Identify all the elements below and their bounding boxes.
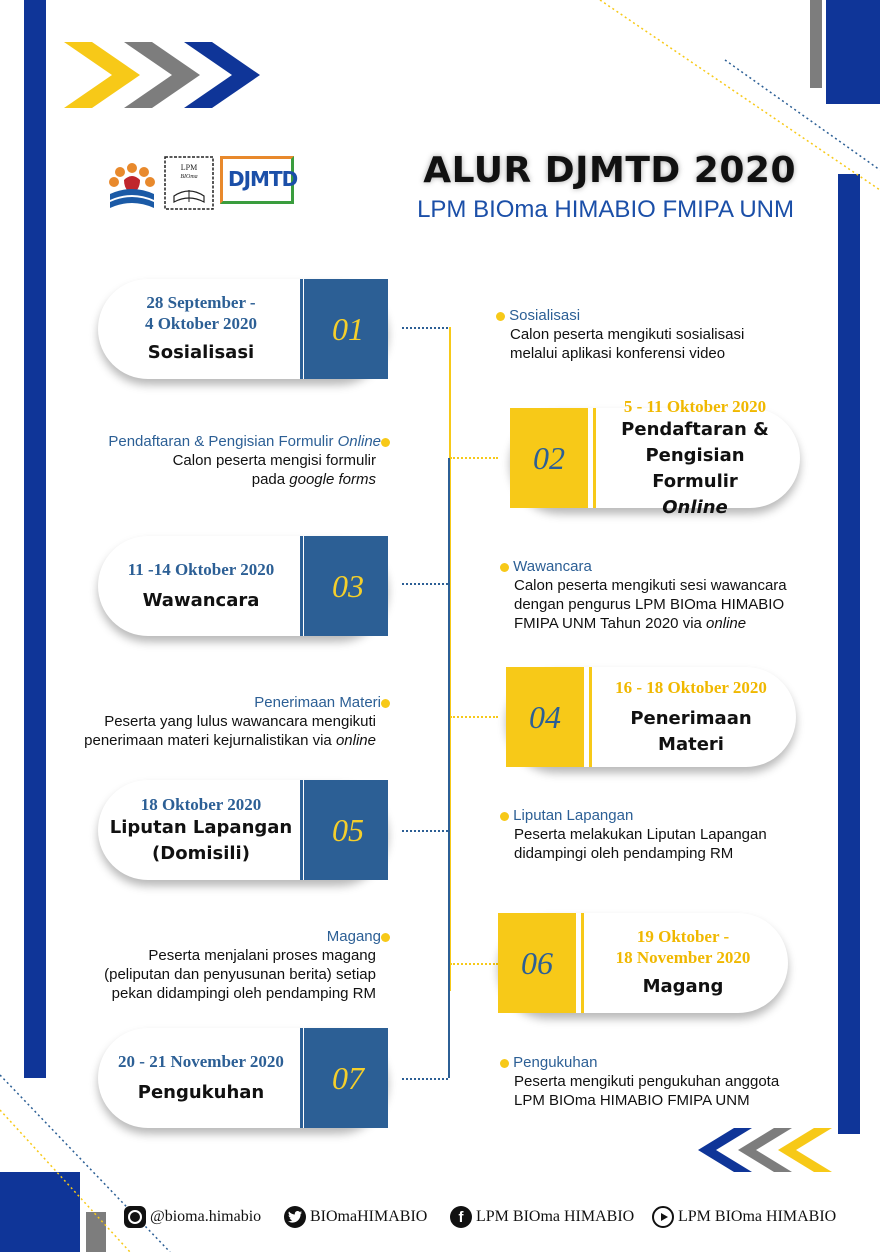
step-05-card xyxy=(98,780,388,880)
page-subtitle: LPM BIOma HIMABIO FMIPA UNM xyxy=(417,196,794,223)
footer-instagram-handle: @bioma.himabio xyxy=(150,1208,262,1225)
step-05-text xyxy=(106,780,296,880)
step-06-desc-head: Magang xyxy=(326,928,381,945)
step-03-desc-head: Wawancara xyxy=(513,558,592,575)
step-02-desc-line1: Calon peserta mengisi formulir xyxy=(172,452,376,469)
djmtd-logo xyxy=(220,156,300,208)
step-06-desc-line3: pekan didampingi oleh pendamping RM xyxy=(111,985,376,1002)
step-07-number: 07 xyxy=(304,1028,388,1128)
chevron-arrows-top xyxy=(64,42,264,108)
step-06-date-line1: 19 Oktober - xyxy=(636,927,730,946)
instagram-icon xyxy=(124,1206,146,1228)
step-02-card xyxy=(510,396,800,518)
step-04-desc-line2-text: penerimaan materi kejurnalistikan via xyxy=(84,732,336,749)
connector-02 xyxy=(450,457,498,459)
step-02-desc-head-text: Pendaftaran & Pengisian Formulir xyxy=(108,433,338,450)
page-title: ALUR DJMTD 2020 xyxy=(423,150,796,191)
bullet-dot-icon xyxy=(500,812,509,821)
step-02-name-line3: Online xyxy=(662,496,728,518)
footer-instagram[interactable] xyxy=(124,1206,261,1228)
step-03-desc-line2: dengan pengurus LPM BIOma HIMABIO xyxy=(514,596,785,613)
step-05-desc-line1: Peserta melakukan Liputan Lapangan xyxy=(514,826,767,843)
step-05-number: 05 xyxy=(304,780,388,880)
step-03-desc-line3-italic: online xyxy=(706,615,747,632)
step-07-name: Pengukuhan xyxy=(137,1081,265,1103)
step-01-number: 01 xyxy=(304,279,388,379)
svg-text:LPM: LPM xyxy=(180,163,198,172)
bullet-dot-icon xyxy=(496,312,505,321)
step-01-text xyxy=(106,279,296,379)
step-02-desc-line2-text: pada xyxy=(251,471,290,488)
step-03-desc-line3 xyxy=(500,614,787,633)
step-07-description xyxy=(500,1053,779,1110)
step-06-desc-line2: (peliputan dan penyusunan berita) setiap xyxy=(104,966,376,983)
step-04-desc-line2-italic: online xyxy=(335,732,376,749)
step-07-card xyxy=(98,1028,388,1128)
step-02-name-line2: Pengisian Formulir xyxy=(645,444,745,492)
step-03-date: 11 -14 Oktober 2020 xyxy=(127,559,275,579)
step-07-date: 20 - 21 November 2020 xyxy=(118,1051,284,1071)
step-01-card xyxy=(98,279,388,379)
step-04-desc-line2 xyxy=(84,731,390,750)
footer-youtube-handle: LPM BIOma HIMABIO xyxy=(678,1208,837,1225)
step-02-number: 02 xyxy=(510,408,588,508)
step-04-name: Penerimaan Materi xyxy=(630,707,752,755)
step-02-desc-head xyxy=(108,433,381,450)
step-02-name-line1: Pendaftaran & xyxy=(621,418,769,440)
university-logo-icon xyxy=(104,154,160,210)
step-06-desc-line1: Peserta menjalani proses magang xyxy=(148,947,376,964)
step-06-date-line2: 18 November 2020 xyxy=(615,948,751,967)
step-07-desc-head: Pengukuhan xyxy=(513,1054,598,1071)
step-03-text xyxy=(106,536,296,636)
step-02-date: 5 - 11 Oktober 2020 xyxy=(623,396,767,416)
step-06-description xyxy=(104,927,390,1003)
step-02-text xyxy=(600,396,790,518)
step-01-desc-head: Sosialisasi xyxy=(509,307,581,324)
footer-facebook-handle: LPM BIOma HIMABIO xyxy=(476,1208,635,1225)
facebook-icon: f xyxy=(450,1206,472,1228)
step-04-number: 04 xyxy=(506,667,584,767)
connector-04 xyxy=(450,716,498,718)
step-01-desc-line1: Calon peserta mengikuti sosialisasi xyxy=(510,326,745,343)
step-04-card xyxy=(506,667,796,767)
step-06-name: Magang xyxy=(642,976,724,997)
step-01-name: Sosialisasi xyxy=(147,342,255,363)
footer-youtube[interactable] xyxy=(652,1206,836,1228)
lpm-bioma-logo-icon xyxy=(164,156,214,210)
timeline-line-blue xyxy=(448,458,450,1078)
step-04-description xyxy=(84,693,390,750)
footer-facebook[interactable] xyxy=(450,1206,634,1228)
step-06-card xyxy=(498,913,788,1013)
step-02-desc-head-italic: Online xyxy=(337,433,381,450)
bullet-dot-icon xyxy=(381,438,390,447)
step-04-date: 16 - 18 Oktober 2020 xyxy=(615,677,767,697)
step-03-number: 03 xyxy=(304,536,388,636)
connector-01 xyxy=(402,327,448,329)
connector-05 xyxy=(402,830,448,832)
step-03-description xyxy=(500,557,787,633)
step-04-desc-line1: Peserta yang lulus wawancara mengikuti xyxy=(104,713,376,730)
footer-twitter-handle: BIOmaHIMABIO xyxy=(310,1208,428,1225)
step-06-text xyxy=(588,913,778,1013)
step-05-description xyxy=(500,806,767,863)
youtube-icon xyxy=(652,1206,674,1228)
step-01-desc-line2: melalui aplikasi konferensi video xyxy=(510,345,726,362)
chevron-arrows-bottom xyxy=(698,1128,832,1172)
connector-07 xyxy=(402,1078,448,1080)
footer-twitter[interactable] xyxy=(284,1206,427,1228)
step-03-card xyxy=(98,536,388,636)
connector-03 xyxy=(402,583,448,585)
connector-06 xyxy=(450,963,498,965)
step-05-name-line1: Liputan Lapangan xyxy=(109,816,293,838)
step-03-desc-line1: Calon peserta mengikuti sesi wawancara xyxy=(514,577,787,594)
step-01-description xyxy=(496,306,744,363)
step-06-number: 06 xyxy=(498,913,576,1013)
step-03-name: Wawancara xyxy=(142,589,260,611)
step-01-date-line2: 4 Oktober 2020 xyxy=(144,314,258,333)
step-05-date: 18 Oktober 2020 xyxy=(140,794,262,814)
step-07-text xyxy=(106,1028,296,1128)
step-04-text xyxy=(596,667,786,767)
step-07-desc-line1: Peserta mengikuti pengukuhan anggota xyxy=(514,1073,780,1090)
svg-text:BIOma: BIOma xyxy=(180,174,198,180)
bullet-dot-icon xyxy=(381,699,390,708)
bullet-dot-icon xyxy=(500,1059,509,1068)
step-03-desc-line3-text: FMIPA UNM Tahun 2020 via xyxy=(514,615,707,632)
step-02-desc-line2 xyxy=(108,470,390,489)
twitter-icon xyxy=(284,1206,306,1228)
step-05-desc-line2: didampingi oleh pendamping RM xyxy=(514,845,734,862)
step-05-name-line2: (Domisili) xyxy=(152,842,250,864)
step-01-date-line1: 28 September - xyxy=(146,293,256,312)
djmtd-logo-text: DJMTD xyxy=(228,167,298,191)
step-05-desc-head: Liputan Lapangan xyxy=(513,807,634,824)
bullet-dot-icon xyxy=(500,563,509,572)
step-04-desc-head: Penerimaan Materi xyxy=(254,694,381,711)
step-02-desc-line2-italic: google forms xyxy=(289,471,376,488)
step-02-description xyxy=(108,432,390,489)
bullet-dot-icon xyxy=(381,933,390,942)
step-07-desc-line2: LPM BIOma HIMABIO FMIPA UNM xyxy=(514,1092,750,1109)
